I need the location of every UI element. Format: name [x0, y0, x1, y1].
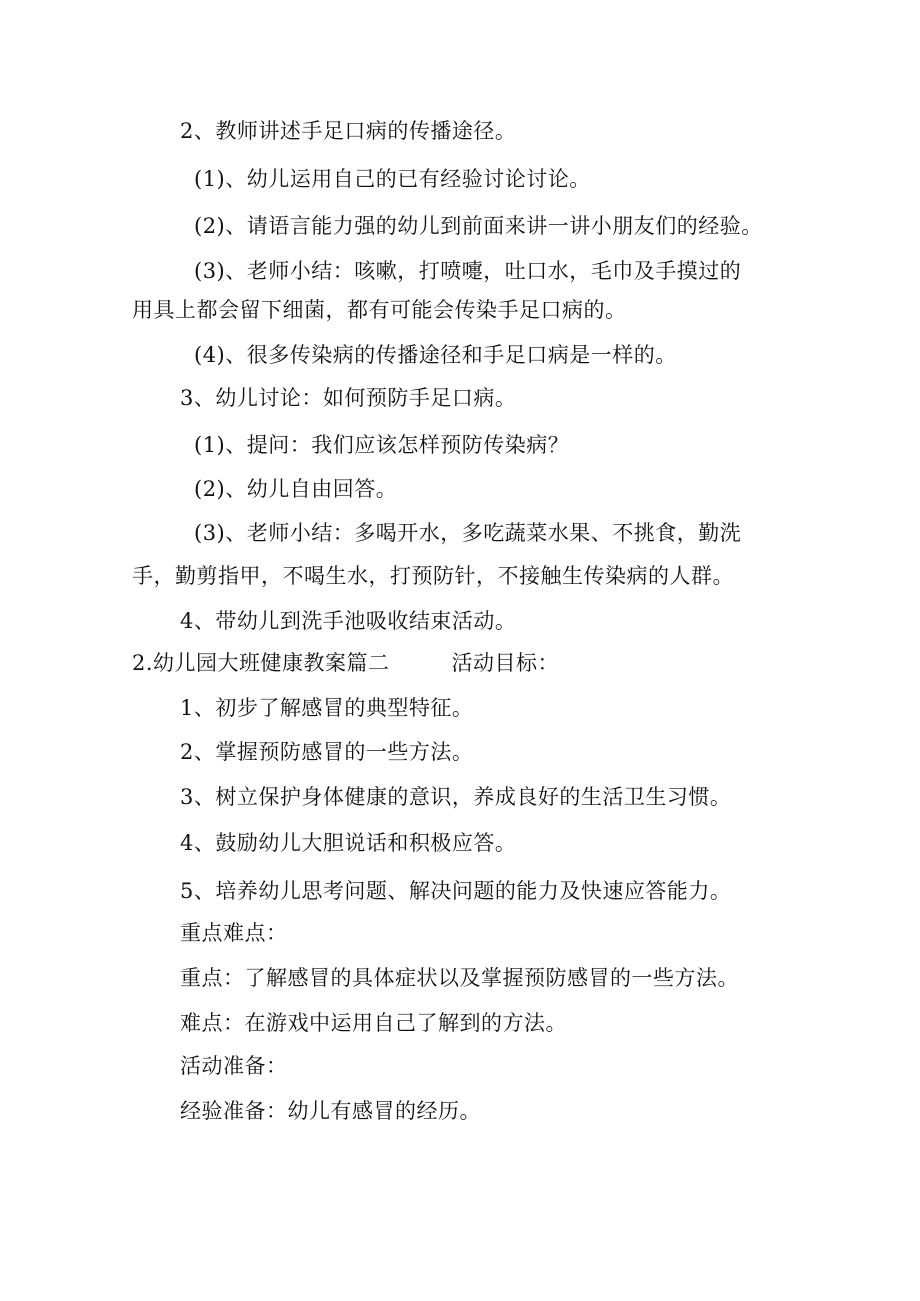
paragraph-step-3-3: (3)、老师小结：多喝开水，多吃蔬菜水果、不挑食，勤洗 — [194, 521, 742, 545]
activity-goals-heading: 活动目标： — [451, 651, 560, 675]
paragraph-step-3-3-cont: 手，勤剪指甲，不喝生水，打预防针，不接触生传染病的人群。 — [132, 564, 734, 588]
section-heading-row — [132, 648, 559, 678]
paragraph-step-2: 2、教师讲述手足口病的传播途径。 — [180, 119, 517, 143]
section-heading: 2.幼儿园大班健康教案篇二 — [132, 651, 390, 675]
paragraph-step-4: 4、带幼儿到洗手池吸收结束活动。 — [180, 609, 517, 633]
paragraph-step-2-1: (1)、幼儿运用自己的已有经验讨论讨论。 — [194, 167, 591, 191]
paragraph-step-2-3: (3)、老师小结：咳嗽，打喷嚏，吐口水，毛巾及手摸过的 — [194, 259, 742, 283]
difficult-point: 难点：在游戏中运用自己了解到的方法。 — [180, 1011, 567, 1035]
goal-item: 3、树立保护身体健康的意识，养成良好的生活卫生习惯。 — [180, 785, 732, 809]
paragraph-step-3-2: (2)、幼儿自由回答。 — [194, 477, 398, 501]
goal-item: 2、掌握预防感冒的一些方法。 — [180, 740, 474, 764]
paragraph-step-3-1: (1)、提问：我们应该怎样预防传染病？ — [194, 433, 570, 457]
key-point: 重点：了解感冒的具体症状以及掌握预防感冒的一些方法。 — [180, 966, 739, 990]
paragraph-step-3: 3、幼儿讨论：如何预防手足口病。 — [180, 386, 517, 410]
goal-item: 4、鼓励幼儿大胆说话和积极应答。 — [180, 831, 517, 855]
preparation-heading: 活动准备： — [180, 1054, 288, 1078]
paragraph-step-2-3-cont: 用具上都会留下细菌，都有可能会传染手足口病的。 — [132, 298, 627, 322]
experience-preparation: 经验准备：幼儿有感冒的经历。 — [180, 1099, 481, 1123]
paragraph-step-2-2: (2)、请语言能力强的幼儿到前面来讲一讲小朋友们的经验。 — [194, 214, 763, 238]
key-points-heading: 重点难点： — [180, 921, 288, 945]
goal-item: 5、培养幼儿思考问题、解决问题的能力及快速应答能力。 — [180, 879, 732, 903]
goal-item: 1、初步了解感冒的典型特征。 — [180, 696, 474, 720]
paragraph-step-2-4: (4)、很多传染病的传播途径和手足口病是一样的。 — [194, 343, 677, 367]
